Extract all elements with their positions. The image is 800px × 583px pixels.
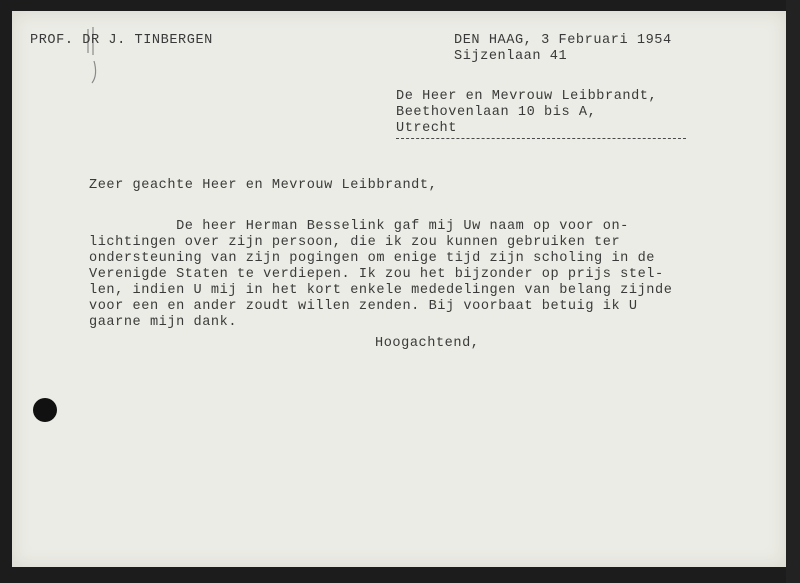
address-underline xyxy=(396,138,686,139)
body-line: len, indien U mij in het kort enkele mededelingen van belang zijnde xyxy=(89,283,673,298)
body-line: De heer Herman Besselink gaf mij Uw naam op voor on- xyxy=(89,219,629,234)
salutation: Zeer geachte Heer en Mevrouw Leibbrandt, xyxy=(89,178,438,193)
body-line: voor een en ander zoudt willen zenden. Bij voorbaat betuig ik U xyxy=(89,299,638,314)
body-line: gaarne mijn dank. xyxy=(89,315,238,330)
place-date: DEN HAAG, 3 Februari 1954 xyxy=(454,33,672,48)
body-line: Verenigde Staten te verdiepen. Ik zou het bijzonder op prijs stel- xyxy=(89,267,664,282)
recipient-line-2: Beethovenlaan 10 bis A, xyxy=(396,105,597,120)
body-line: ondersteuning van zijn pogingen om enige tijd zijn scholing in de xyxy=(89,251,655,266)
closing: Hoogachtend, xyxy=(375,336,480,351)
body-line: lichtingen over zijn persoon, die ik zou kunnen gebruiken ter xyxy=(89,235,621,250)
recipient-line-1: De Heer en Mevrouw Leibbrandt, xyxy=(396,89,658,104)
punch-hole xyxy=(33,398,57,422)
recipient-line-3: Utrecht xyxy=(396,121,457,136)
sender-name: PROF. DR J. TINBERGEN xyxy=(30,33,213,48)
scan-border xyxy=(786,0,800,583)
sender-street: Sijzenlaan 41 xyxy=(454,49,568,64)
